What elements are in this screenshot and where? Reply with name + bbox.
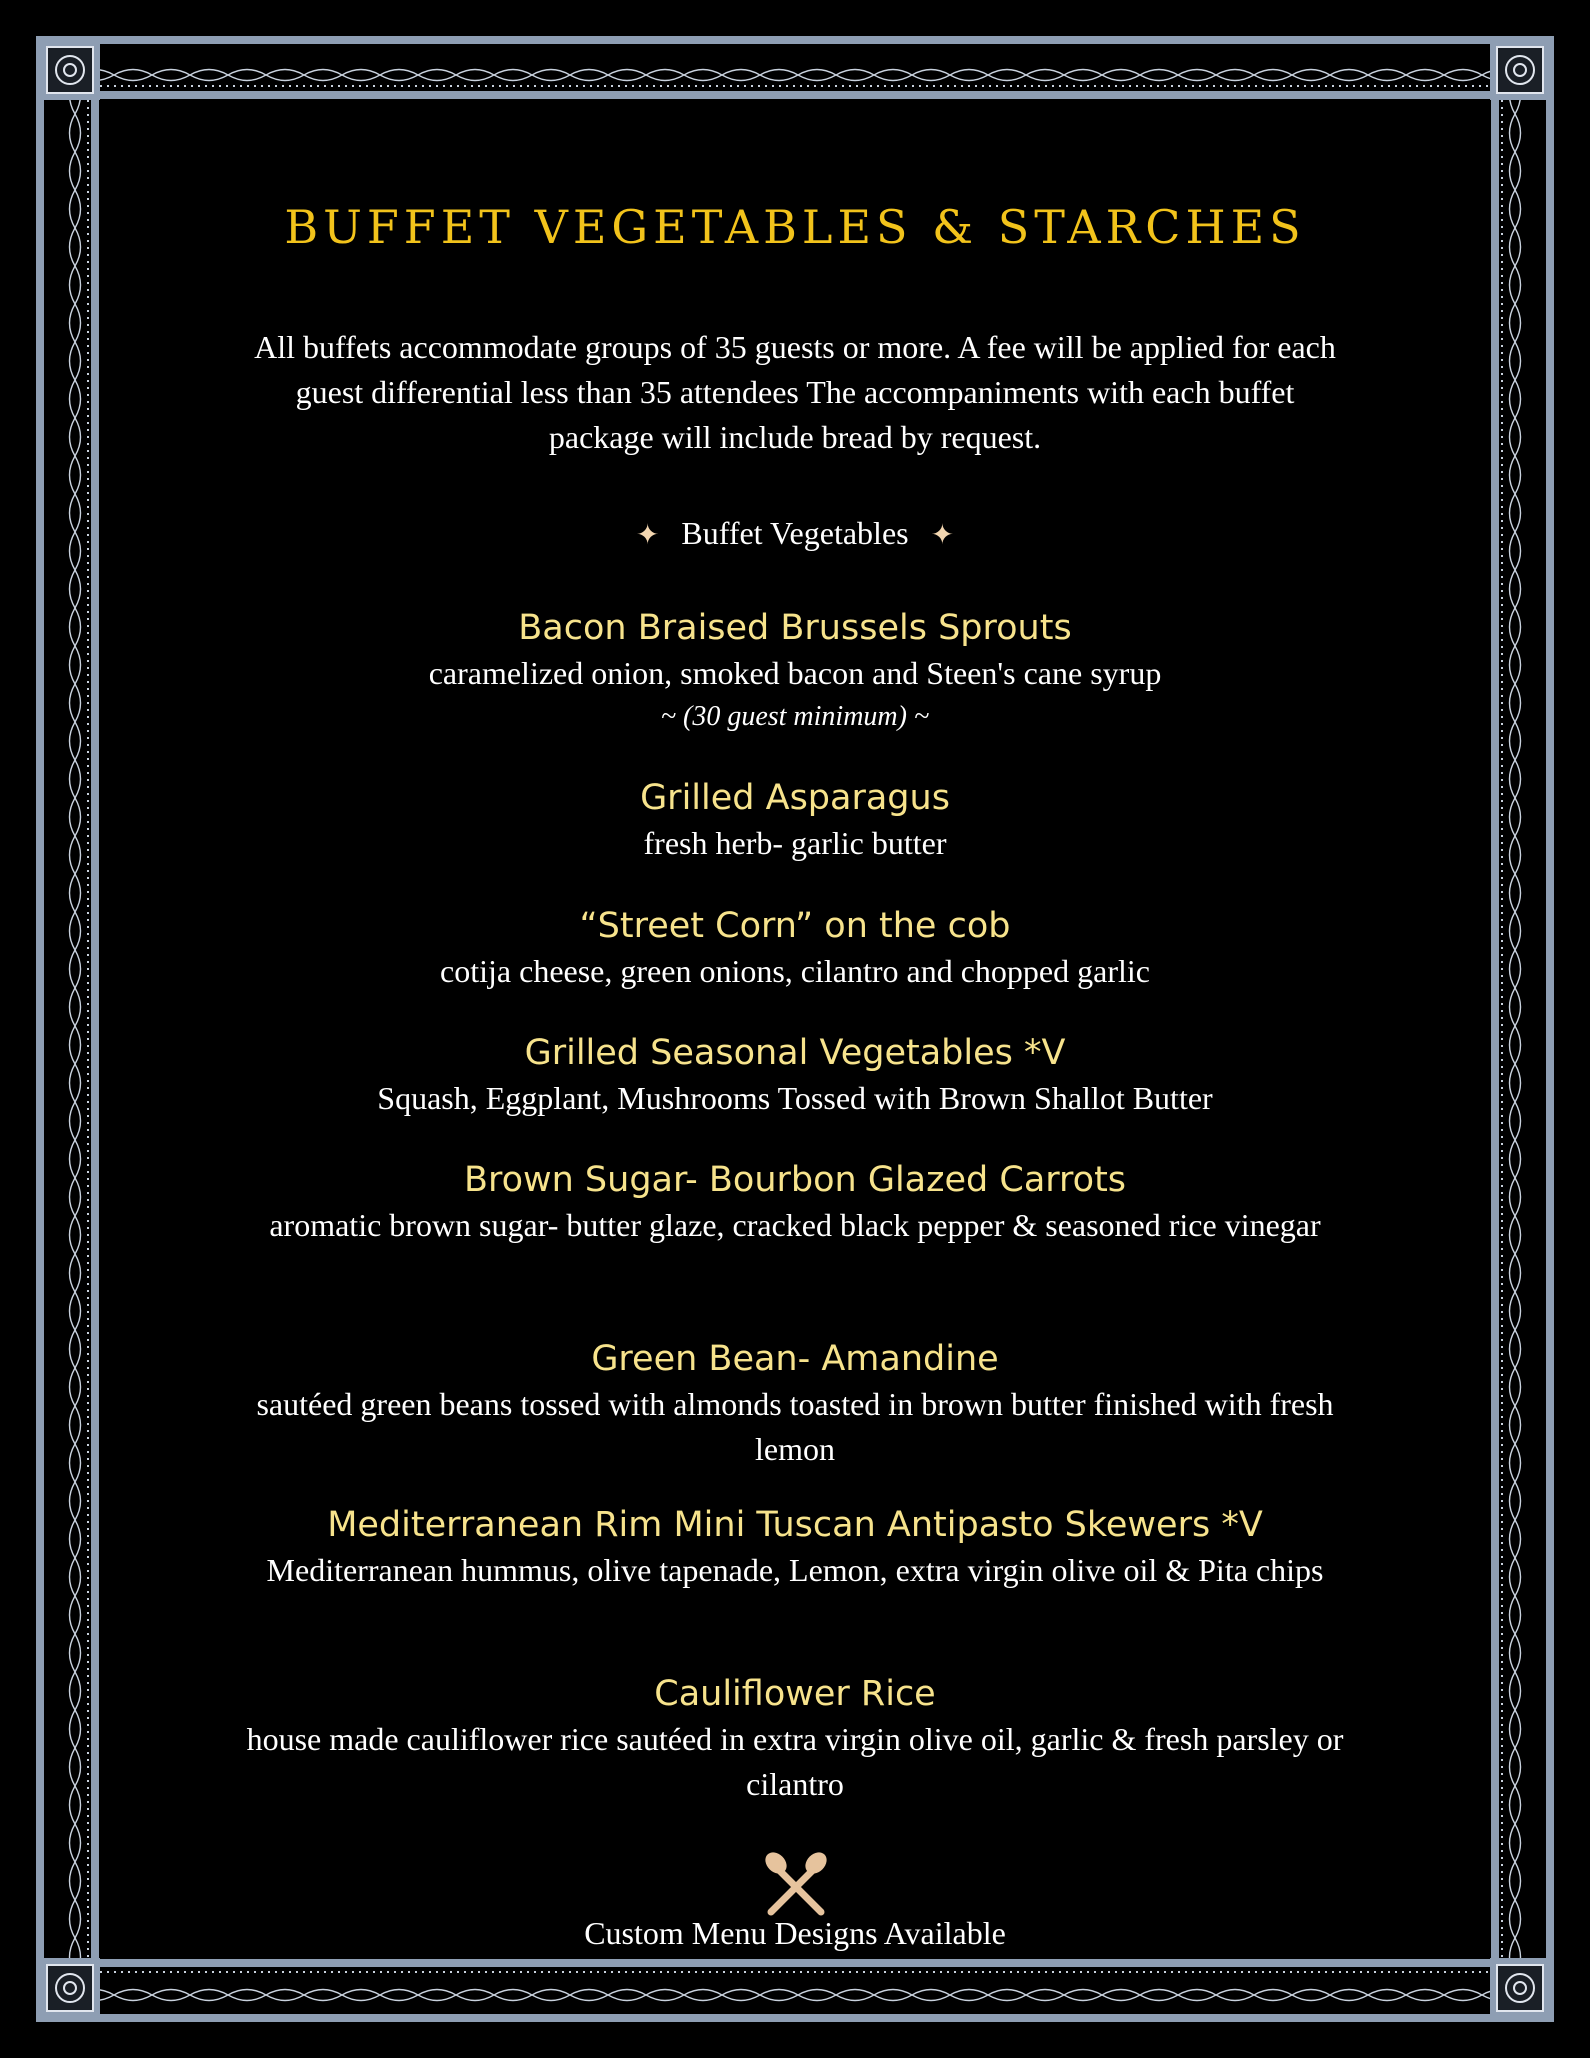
item-name: Cauliflower Rice [654, 1674, 936, 1714]
item-name: Grilled Asparagus [640, 778, 950, 818]
footer-text: Custom Menu Designs Available [584, 1915, 1006, 1951]
item-name: Green Bean- Amandine [591, 1339, 999, 1379]
menu-item [240, 1671, 1350, 1807]
item-description: Mediterranean hummus, olive tapenade, Lemon, extra virgin olive oil & Pita chips [266, 1552, 1324, 1588]
item-description: Squash, Eggplant, Mushrooms Tossed with Brown Shallot Butter [377, 1080, 1213, 1116]
section-heading [180, 515, 1410, 552]
item-name: Mediterranean Rim Mini Tuscan Antipasto Skewers *V [327, 1505, 1263, 1545]
item-description: house made cauliflower rice sautéed in extra virgin olive oil, garlic & fresh parsley or cilantro [246, 1721, 1344, 1802]
item-note: ~ (30 guest minimum) ~ [660, 701, 930, 732]
section-label: Buffet Vegetables [681, 515, 909, 551]
menu-item [240, 1030, 1350, 1121]
menu-item [240, 775, 1350, 866]
menu-item [240, 1336, 1350, 1472]
page-title: BUFFET VEGETABLES & STARCHES [284, 200, 1306, 254]
item-name: Brown Sugar- Bourbon Glazed Carrots [463, 1160, 1127, 1200]
item-description: sautéed green beans tossed with almonds toasted in brown butter finished with fresh lemon [256, 1386, 1334, 1467]
crossed-spoons-icon [765, 1852, 827, 1916]
menu-item [240, 903, 1350, 994]
item-name: Bacon Braised Brussels Sprouts [518, 608, 1072, 648]
item-name: Grilled Seasonal Vegetables *V [524, 1033, 1066, 1073]
item-name: “Street Corn” on the cob [579, 906, 1011, 946]
menu-item [240, 1157, 1350, 1248]
item-description: aromatic brown sugar- butter glaze, cracked black pepper & seasoned rice vinegar [269, 1207, 1321, 1243]
item-description: caramelized onion, smoked bacon and Steen's cane syrup [428, 655, 1162, 691]
menu-item [240, 1502, 1350, 1593]
intro-paragraph: All buffets accommodate groups of 35 guests or more. A fee will be applied for each guest differential less than 35 attendees The accompaniments with each buffet package will include bread by request. [254, 329, 1336, 455]
item-description: cotija cheese, green onions, cilantro and chopped garlic [440, 953, 1150, 989]
sparkle-icon: ✦ [930, 520, 955, 551]
item-description: fresh herb- garlic butter [643, 825, 947, 861]
sparkle-icon: ✦ [635, 520, 660, 551]
menu-item [240, 605, 1350, 738]
